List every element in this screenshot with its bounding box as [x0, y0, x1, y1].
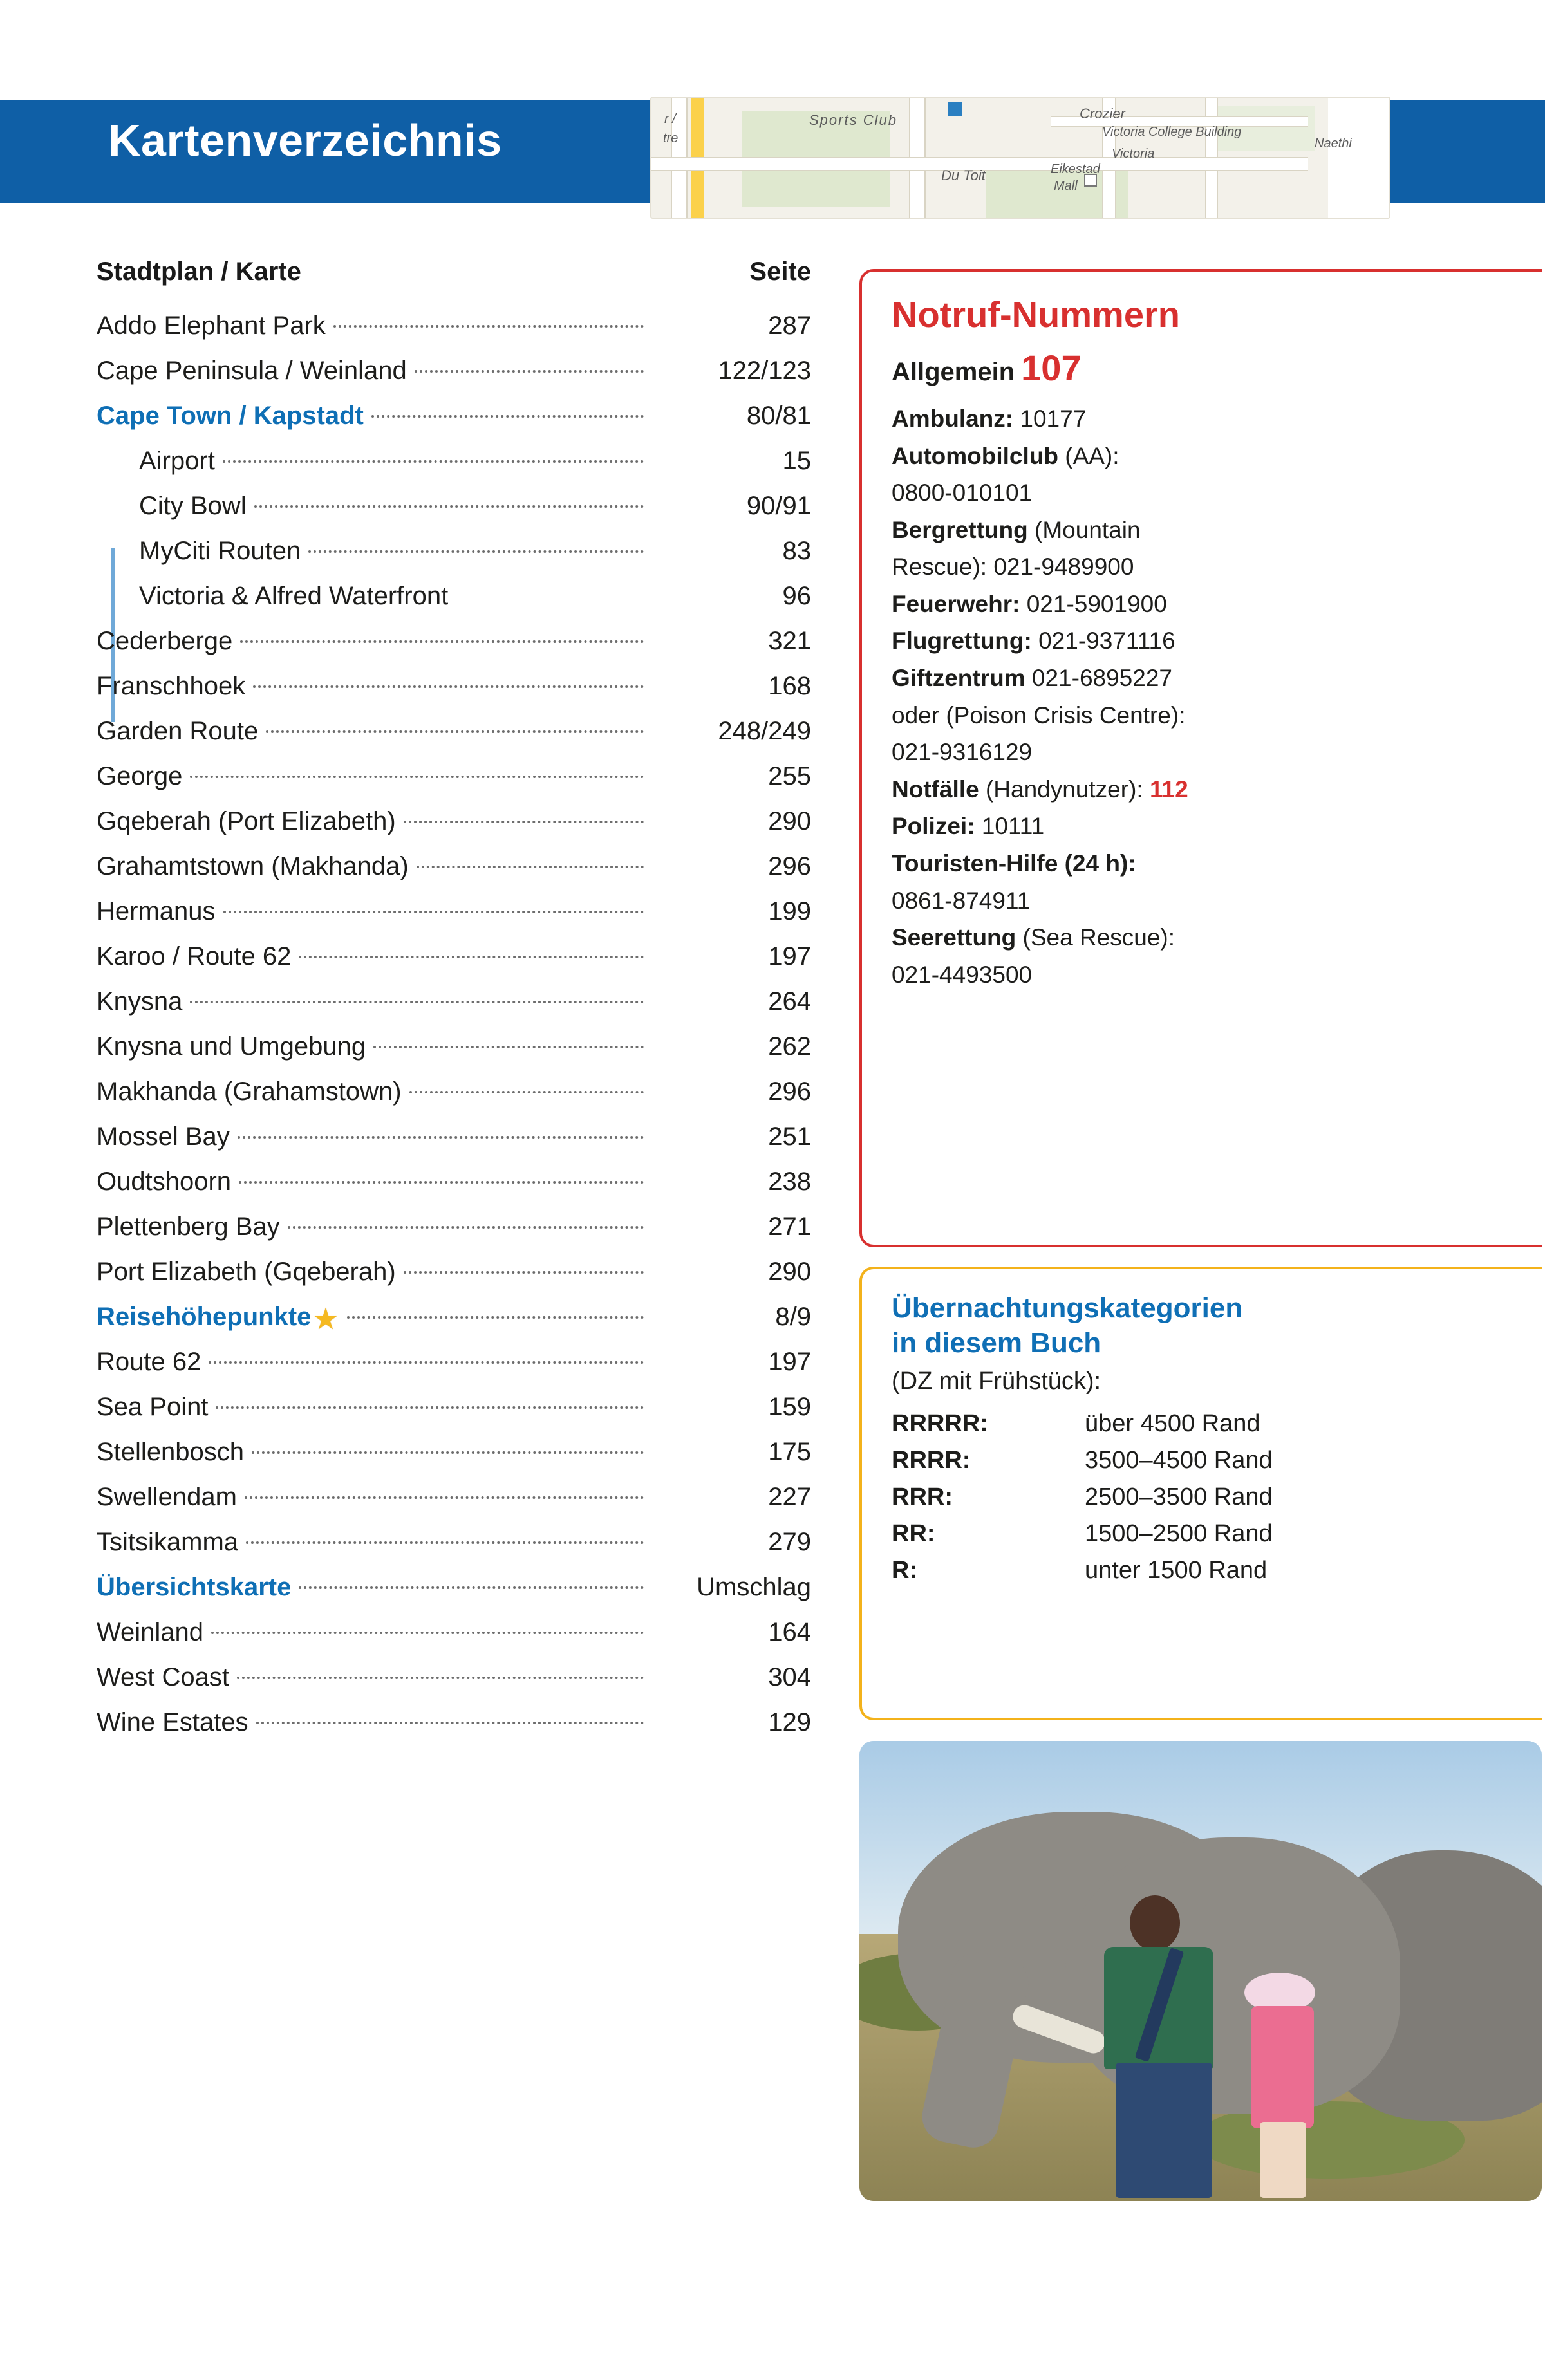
index-entry-page: 129 — [768, 1708, 811, 1736]
emergency-entry — [892, 440, 1516, 472]
emergency-general — [892, 347, 1516, 389]
emergency-entry — [892, 736, 1516, 768]
category-value: 3500–4500 Rand — [1085, 1447, 1273, 1474]
emergency-entry-highlight: 112 — [1149, 776, 1188, 803]
index-entry-page: 264 — [768, 987, 811, 1016]
index-entry-page: 238 — [768, 1167, 811, 1196]
index-entry-label: Karoo / Route 62 — [97, 942, 292, 971]
index-entry[interactable] — [97, 303, 811, 348]
emergency-entry-label: Automobilclub — [892, 442, 1058, 469]
index-entry-page: 175 — [768, 1438, 811, 1466]
map-street-label: Naethi — [1315, 136, 1352, 151]
category-key: R: — [892, 1557, 918, 1585]
index-entry-label: Oudtshoorn — [97, 1167, 232, 1196]
index-entry-label: Tsitsikamma — [97, 1528, 239, 1556]
index-entry[interactable] — [97, 799, 811, 844]
category-key: RRR: — [892, 1483, 953, 1511]
emergency-entry — [892, 959, 1516, 991]
index-entry-page: 159 — [768, 1393, 811, 1421]
category-row — [892, 1442, 1516, 1479]
index-entry-page: Umschlag — [697, 1573, 811, 1601]
category-key: RRRRR: — [892, 1410, 988, 1438]
leader-dots — [299, 956, 644, 958]
emergency-general-label: Allgemein — [892, 358, 1015, 386]
index-entry[interactable] — [97, 889, 811, 934]
emergency-entry — [892, 848, 1516, 880]
index-entry[interactable] — [97, 844, 811, 889]
emergency-entry-label: Giftzentrum — [892, 665, 1025, 692]
index-column-headers — [97, 257, 811, 286]
index-entry-page: 290 — [768, 807, 811, 835]
index-entry-page: 321 — [768, 627, 811, 655]
index-entry-page: 168 — [768, 672, 811, 700]
index-entry-label: Stellenbosch — [97, 1438, 245, 1466]
leader-dots — [223, 911, 644, 913]
emergency-title: Notruf-Nummern — [892, 294, 1180, 335]
emergency-entry-value: (Handynutzer): — [985, 776, 1143, 803]
map-street-label: Victoria — [1112, 147, 1155, 161]
leader-dots — [404, 821, 644, 823]
page-title: Kartenverzeichnis — [108, 115, 502, 165]
leader-dots — [238, 1136, 644, 1139]
index-entry-page: 290 — [768, 1258, 811, 1286]
emergency-entries — [892, 403, 1516, 990]
leader-dots — [254, 505, 644, 508]
index-entry[interactable] — [97, 1114, 811, 1159]
leader-dots — [253, 685, 644, 688]
emergency-entry — [892, 625, 1516, 657]
index-entry-label: Makhanda (Grahamstown) — [97, 1077, 402, 1106]
emergency-entry — [892, 588, 1516, 620]
emergency-entry-value: 021-5901900 — [1026, 590, 1167, 617]
index-entry-label: Cape Town / Kapstadt — [97, 402, 364, 430]
index-entry[interactable] — [97, 1700, 811, 1745]
leader-dots — [373, 1046, 644, 1048]
emergency-entry-label: Flugrettung: — [892, 628, 1032, 655]
emergency-entry-value: 0861-874911 — [892, 887, 1031, 914]
index-entry-page: 262 — [768, 1032, 811, 1061]
index-entry-page: 251 — [768, 1122, 811, 1151]
index-entry-label: Weinland — [97, 1618, 204, 1646]
categories-title-line2: in diesem Buch — [892, 1326, 1101, 1359]
categories-rows — [892, 1406, 1516, 1589]
photo-person-legs — [1116, 2063, 1212, 2198]
index-entry[interactable] — [97, 1069, 811, 1114]
index-entry-page: 287 — [768, 311, 811, 340]
category-row — [892, 1516, 1516, 1552]
emergency-general-number: 107 — [1021, 348, 1082, 388]
index-entry-label: Sea Point — [97, 1393, 209, 1421]
emergency-entry-value: 021-9371116 — [1038, 628, 1175, 655]
leader-dots — [371, 415, 644, 418]
emergency-entry — [892, 810, 1516, 842]
index-entry-label: Garden Route — [97, 717, 259, 745]
leader-dots — [190, 1001, 644, 1003]
category-value: unter 1500 Rand — [1085, 1557, 1268, 1585]
index-entry-label: MyCiti Routen — [139, 537, 301, 565]
index-entry-label: Übersichtskarte — [97, 1573, 292, 1601]
emergency-entry — [892, 662, 1516, 694]
categories-subtitle: (DZ mit Frühstück): — [892, 1368, 1101, 1395]
emergency-entry-value: 10111 — [981, 813, 1045, 840]
map-street-label: Victoria College Building — [1102, 125, 1242, 139]
emergency-entry-value: 021-6895227 — [1031, 665, 1172, 692]
index-entry-label: West Coast — [97, 1663, 229, 1691]
header-decorative-map — [650, 97, 1390, 219]
emergency-entry-value: Rescue): 021-9489900 — [892, 553, 1134, 581]
emergency-entry-value: (Sea Rescue): — [1022, 924, 1175, 951]
index-entry[interactable] — [97, 1474, 811, 1520]
index-entry-page: 271 — [768, 1213, 811, 1241]
index-header-page: Seite — [749, 257, 811, 286]
index-entry[interactable] — [97, 1565, 811, 1610]
index-entry[interactable] — [97, 528, 811, 573]
emergency-entry — [892, 885, 1516, 917]
index-entry[interactable] — [97, 1384, 811, 1429]
leader-dots — [415, 370, 644, 373]
photo-person-head — [1130, 1895, 1180, 1951]
index-entry-page: 197 — [768, 942, 811, 971]
index-entry[interactable] — [97, 393, 811, 438]
emergency-entry-label: Polizei: — [892, 813, 975, 840]
photo-child-torso — [1251, 2006, 1314, 2128]
index-entry[interactable] — [97, 1655, 811, 1700]
emergency-entry-value: oder (Poison Crisis Centre): — [892, 702, 1186, 729]
index-entry-page: 255 — [768, 762, 811, 790]
index-entry-label: Knysna und Umgebung — [97, 1032, 366, 1061]
index-entry[interactable] — [97, 1610, 811, 1655]
emergency-entry-label: Feuerwehr: — [892, 590, 1020, 617]
emergency-entry — [892, 922, 1516, 954]
leader-dots — [237, 1677, 644, 1679]
index-entry[interactable] — [97, 1159, 811, 1204]
index-entry-label: Victoria & Alfred Waterfront — [139, 582, 449, 610]
map-street-label: r / — [664, 112, 676, 126]
emergency-entry-value: 021-4493500 — [892, 961, 1033, 988]
index-header-name: Stadtplan / Karte — [97, 257, 301, 286]
leader-dots — [216, 1406, 644, 1409]
index-entry-page: 296 — [768, 852, 811, 880]
category-value: über 4500 Rand — [1085, 1410, 1260, 1438]
index-entry-page: 15 — [782, 447, 811, 475]
index-entry-page: 279 — [768, 1528, 811, 1556]
category-value: 1500–2500 Rand — [1085, 1520, 1273, 1548]
map-poi-marker — [948, 102, 962, 116]
emergency-entry — [892, 774, 1516, 806]
index-entry-label: Plettenberg Bay — [97, 1213, 280, 1241]
leader-dots — [252, 1451, 644, 1454]
index-entry-page: 164 — [768, 1618, 811, 1646]
leader-dots — [333, 325, 644, 328]
emergency-entry — [892, 477, 1516, 509]
emergency-entry-label: Notfälle — [892, 776, 979, 803]
map-street-label: Sports Club — [809, 112, 897, 128]
index-entry[interactable] — [97, 934, 811, 979]
emergency-entry-label: Ambulanz: — [892, 405, 1014, 432]
leader-dots — [308, 550, 644, 553]
index-entry-label: Gqeberah (Port Elizabeth) — [97, 807, 396, 835]
index-entry-label: Wine Estates — [97, 1708, 248, 1736]
leader-dots — [209, 1361, 644, 1364]
map-index-list — [97, 257, 811, 1745]
index-entry-page: 122/123 — [718, 357, 811, 385]
leader-dots — [190, 776, 644, 778]
emergency-entry-label: Bergrettung — [892, 516, 1028, 543]
leader-dots — [239, 1181, 644, 1184]
index-entry[interactable] — [97, 438, 811, 483]
emergency-entry — [892, 551, 1516, 583]
leader-dots — [246, 1541, 644, 1544]
index-entry-label: Port Elizabeth (Gqeberah) — [97, 1258, 396, 1286]
index-entry[interactable] — [97, 709, 811, 754]
category-row — [892, 1479, 1516, 1516]
leader-dots — [347, 1316, 644, 1319]
photo-child-legs — [1260, 2122, 1306, 2198]
emergency-numbers-box — [859, 269, 1542, 1247]
index-entry-label: Knysna — [97, 987, 183, 1016]
index-entry[interactable] — [97, 483, 811, 528]
index-entry-label: Franschhoek — [97, 672, 246, 700]
emergency-entry-value: (Mountain — [1035, 516, 1141, 543]
index-entry[interactable] — [97, 754, 811, 799]
index-entry-page: 8/9 — [775, 1303, 811, 1331]
index-entry[interactable] — [97, 348, 811, 393]
map-street-label: Eikestad — [1051, 162, 1100, 176]
index-entry-page: 304 — [768, 1663, 811, 1691]
category-key: RR: — [892, 1520, 935, 1548]
accommodation-categories-box — [859, 1267, 1542, 1720]
index-entry-page: 96 — [782, 582, 811, 610]
index-entry-page: 80/81 — [746, 402, 811, 430]
category-key: RRRR: — [892, 1447, 971, 1474]
index-entry-label: Airport — [139, 447, 215, 475]
index-entry-label: Addo Elephant Park — [97, 311, 326, 340]
emergency-entry-label: Seerettung — [892, 924, 1016, 951]
category-row — [892, 1552, 1516, 1589]
index-entry-label: Reisehöhepunkte — [97, 1303, 312, 1331]
leader-dots — [266, 730, 644, 733]
leader-dots — [417, 866, 644, 868]
index-entry[interactable] — [97, 1204, 811, 1249]
emergency-entry-value: 0800-010101 — [892, 479, 1033, 507]
index-entry[interactable] — [97, 573, 811, 618]
index-entry-page: 296 — [768, 1077, 811, 1106]
index-entry-label: Mossel Bay — [97, 1122, 230, 1151]
leader-dots — [299, 1586, 644, 1589]
index-entry-label: George — [97, 762, 183, 790]
index-entry-page: 248/249 — [718, 717, 811, 745]
emergency-entry-label: Touristen-Hilfe (24 h): — [892, 850, 1136, 877]
index-entry[interactable] — [97, 1429, 811, 1474]
index-entry-label: Grahamtstown (Makhanda) — [97, 852, 409, 880]
map-street-label: Crozier — [1080, 106, 1125, 122]
index-entry-label: Cederberge — [97, 627, 233, 655]
leader-dots — [409, 1091, 644, 1093]
leader-dots — [288, 1226, 644, 1229]
index-entry[interactable] — [97, 1339, 811, 1384]
index-entry-label: Hermanus — [97, 897, 216, 925]
index-entry-page: 197 — [768, 1348, 811, 1376]
categories-title — [892, 1291, 1516, 1360]
index-entry-label: Cape Peninsula / Weinland — [97, 357, 407, 385]
map-fade-edge — [1328, 98, 1389, 219]
index-entry-page: 227 — [768, 1483, 811, 1511]
index-entry[interactable] — [97, 1024, 811, 1069]
index-entry[interactable] — [97, 979, 811, 1024]
emergency-entry-value: (AA): — [1065, 442, 1119, 469]
index-entry-page: 83 — [782, 537, 811, 565]
leader-dots — [223, 460, 644, 463]
emergency-entry — [892, 700, 1516, 732]
map-street-label: Mall — [1054, 179, 1078, 193]
index-entry[interactable]: Reisehöhepunkte ★ 8/9 — [97, 1294, 811, 1339]
leader-dots — [245, 1496, 644, 1499]
emergency-entry-value: 10177 — [1020, 405, 1087, 432]
emergency-entry — [892, 403, 1516, 435]
map-street-label: Du Toit — [941, 167, 986, 183]
leader-dots — [256, 1722, 644, 1724]
leader-dots — [211, 1632, 644, 1634]
leader-dots — [240, 640, 644, 643]
index-entry-page: 90/91 — [746, 492, 811, 520]
index-rows-container — [97, 303, 811, 1745]
category-row — [892, 1406, 1516, 1442]
index-entry-label: Route 62 — [97, 1348, 201, 1376]
emergency-entry-value: 021-9316129 — [892, 739, 1033, 766]
index-entry[interactable] — [97, 1520, 811, 1565]
index-entry[interactable] — [97, 618, 811, 664]
index-entry-label: Swellendam — [97, 1483, 237, 1511]
emergency-entry — [892, 514, 1516, 546]
map-street-label: tre — [663, 131, 679, 145]
index-entry-page: 199 — [768, 897, 811, 925]
elephant-photo — [859, 1741, 1542, 2201]
categories-title-line1: Übernachtungskategorien — [892, 1292, 1243, 1324]
index-entry[interactable] — [97, 664, 811, 709]
index-entry-label: City Bowl — [139, 492, 247, 520]
index-entry[interactable] — [97, 1249, 811, 1294]
leader-dots — [404, 1271, 644, 1274]
category-value: 2500–3500 Rand — [1085, 1483, 1273, 1511]
